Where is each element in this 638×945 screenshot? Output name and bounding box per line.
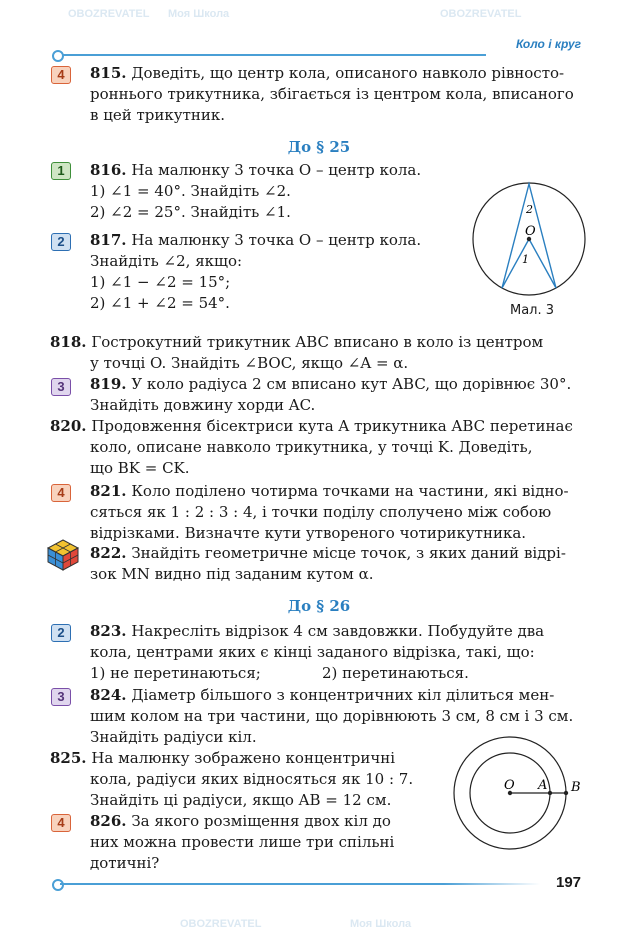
problem-817 bbox=[90, 230, 421, 251]
problem-number: 818. bbox=[50, 333, 87, 351]
level-badge: 1 bbox=[51, 162, 71, 180]
problem-823-option-1: 1) не перетинаються; bbox=[90, 664, 261, 682]
problem-text: Коло поділено чотирма точками на частини, які відно- bbox=[131, 482, 569, 500]
watermark: Моя Школа bbox=[350, 918, 412, 930]
problem-number: 816. bbox=[90, 161, 127, 179]
problem-text: За якого розміщення двох кіл до bbox=[131, 812, 391, 830]
problem-825-line: кола, радіуси яких відносяться як 10 : 7. bbox=[90, 770, 414, 788]
level-badge: 3 bbox=[51, 688, 71, 706]
problem-text: Гострокутний трикутник ABC вписано в коло із центром bbox=[91, 333, 544, 351]
problem-822-line: зок MN видно під заданим кутом α. bbox=[90, 565, 374, 583]
problem-number: 819. bbox=[90, 375, 127, 393]
problem-823-option-2: 2) перетинаються. bbox=[322, 664, 469, 682]
figure-3 bbox=[470, 180, 588, 298]
watermark: OBOZREVATEL bbox=[440, 8, 522, 20]
problem-number: 824. bbox=[90, 686, 127, 704]
level-badge: 2 bbox=[51, 233, 71, 251]
label-o: O bbox=[504, 778, 515, 793]
problem-815 bbox=[90, 63, 564, 84]
problem-number: 825. bbox=[50, 749, 87, 767]
problem-816 bbox=[90, 160, 421, 181]
problem-821-line: відрізками. Визначте кути утвореного чотирикутника. bbox=[90, 524, 527, 542]
footer-rule bbox=[60, 883, 540, 885]
footer-dot bbox=[52, 879, 64, 891]
problem-826-line: них можна провести лише три спільні bbox=[90, 833, 395, 851]
problem-822 bbox=[90, 543, 566, 564]
problem-824-line: шим колом на три частини, що дорівнюють 3 см, 8 см і 3 см. bbox=[90, 707, 574, 725]
section-heading-26: До § 26 bbox=[287, 597, 351, 615]
section-heading-25: До § 25 bbox=[287, 138, 351, 156]
problem-number: 817. bbox=[90, 231, 127, 249]
level-badge: 2 bbox=[51, 624, 71, 642]
figure-3-label-o: O bbox=[525, 224, 536, 239]
level-badge: 4 bbox=[51, 814, 71, 832]
header-rule bbox=[58, 54, 486, 56]
problem-number: 815. bbox=[90, 64, 127, 82]
problem-number: 823. bbox=[90, 622, 127, 640]
problem-815-line: в цей трикутник. bbox=[90, 106, 226, 124]
problem-818 bbox=[50, 332, 543, 353]
point-a bbox=[548, 791, 552, 795]
problem-text: Знайдіть геометричне місце точок, з яких даний відрі- bbox=[131, 544, 566, 562]
point-b bbox=[564, 791, 568, 795]
watermark: Моя Школа bbox=[168, 8, 230, 20]
problem-text: На малюнку 3 точка O – центр кола. bbox=[131, 231, 422, 249]
problem-820 bbox=[50, 416, 573, 437]
problem-819 bbox=[90, 374, 571, 395]
problem-817-line: Знайдіть ∠2, якщо: bbox=[90, 252, 243, 270]
problem-817-line: 2) ∠1 + ∠2 = 54°. bbox=[90, 294, 230, 312]
problem-821-line: сяться як 1 : 2 : 3 : 4, і точки поділу сполучено між собою bbox=[90, 503, 552, 521]
problem-text: Продовження бісектриси кута A трикутника ABC перетинає bbox=[91, 417, 573, 435]
watermark: OBOZREVATEL bbox=[68, 8, 150, 20]
cube-icon bbox=[46, 538, 80, 572]
level-badge: 4 bbox=[51, 66, 71, 84]
problem-826 bbox=[90, 811, 391, 832]
problem-824 bbox=[90, 685, 554, 706]
problem-826-line: дотичні? bbox=[90, 854, 160, 872]
problem-821 bbox=[90, 481, 569, 502]
problem-number: 822. bbox=[90, 544, 127, 562]
problem-text: Накресліть відрізок 4 см завдовжки. Побудуйте два bbox=[131, 622, 545, 640]
problem-825 bbox=[50, 748, 395, 769]
figure-3-caption: Мал. 3 bbox=[510, 303, 555, 318]
problem-823 bbox=[90, 621, 544, 642]
header-title: Коло і круг bbox=[516, 37, 582, 51]
problem-number: 821. bbox=[90, 482, 127, 500]
problem-820-line: що BK = CK. bbox=[90, 459, 190, 477]
problem-825-line: Знайдіть ці радіуси, якщо AB = 12 см. bbox=[90, 791, 392, 809]
level-badge: 4 bbox=[51, 484, 71, 502]
label-a: A bbox=[538, 778, 548, 793]
figure-3-radii bbox=[502, 239, 556, 288]
problem-817-line: 1) ∠1 − ∠2 = 15°; bbox=[90, 273, 231, 291]
problem-818-line: у точці O. Знайдіть ∠BOC, якщо ∠A = α. bbox=[90, 354, 409, 372]
figure-3-label-2: 2 bbox=[526, 203, 533, 216]
page-number: 197 bbox=[556, 874, 582, 891]
problem-number: 826. bbox=[90, 812, 127, 830]
problem-824-line: Знайдіть радіуси кіл. bbox=[90, 728, 257, 746]
figure-concentric-circles bbox=[440, 733, 600, 851]
problem-text: У коло радіуса 2 см вписано кут ABC, що дорівнює 30°. bbox=[131, 375, 572, 393]
problem-text: На малюнку 3 точка O – центр кола. bbox=[131, 161, 422, 179]
problem-text: Доведіть, що центр кола, описаного навколо рівносто- bbox=[131, 64, 565, 82]
problem-text: На малюнку зображено концентричні bbox=[91, 749, 396, 767]
problem-816-line: 1) ∠1 = 40°. Знайдіть ∠2. bbox=[90, 182, 291, 200]
problem-number: 820. bbox=[50, 417, 87, 435]
label-b: B bbox=[571, 780, 581, 795]
level-badge: 3 bbox=[51, 378, 71, 396]
problem-819-line: Знайдіть довжину хорди AC. bbox=[90, 396, 316, 414]
problem-820-line: коло, описане навколо трикутника, у точці K. Доведіть, bbox=[90, 438, 533, 456]
watermark: OBOZREVATEL bbox=[180, 918, 262, 930]
problem-823-line: кола, центрами яких є кінці заданого відрізка, такі, що: bbox=[90, 643, 535, 661]
figure-3-label-1: 1 bbox=[522, 253, 529, 266]
header-dot bbox=[52, 50, 64, 62]
problem-816-line: 2) ∠2 = 25°. Знайдіть ∠1. bbox=[90, 203, 291, 221]
problem-815-line: роннього трикутника, збігається із центром кола, вписаного bbox=[90, 85, 574, 103]
problem-text: Діаметр більшого з концентричних кіл ділиться мен- bbox=[131, 686, 555, 704]
